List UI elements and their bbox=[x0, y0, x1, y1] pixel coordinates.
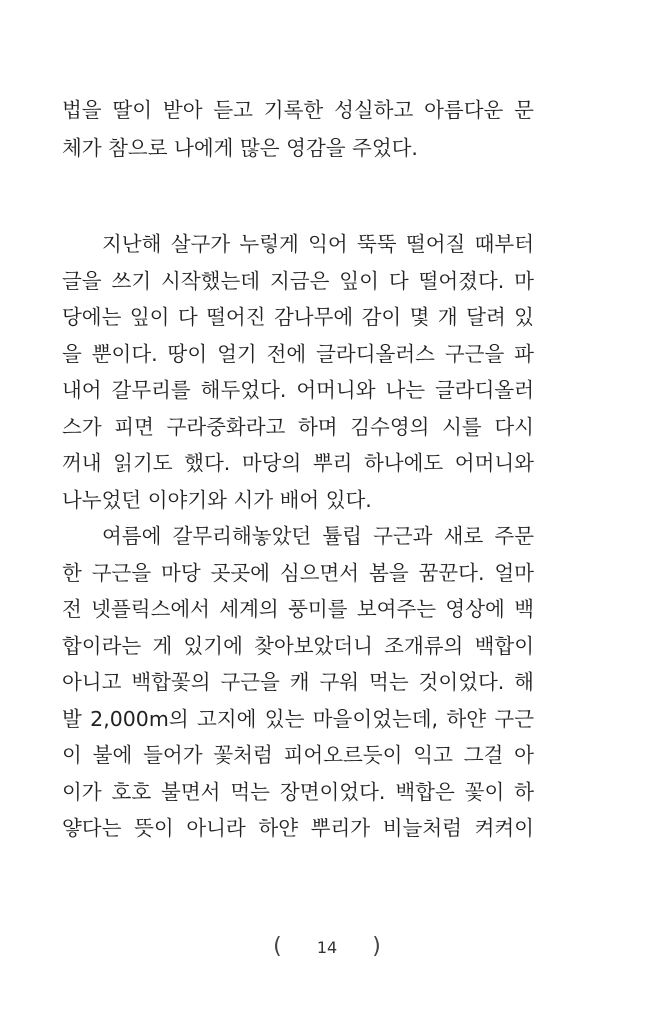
text-line: 스가 피면 구라중화라고 하며 김수영의 시를 다시 bbox=[62, 414, 534, 439]
text-line: 한 구근을 마당 곳곳에 심으면서 봄을 꿈꾼다. 얼마 bbox=[62, 560, 534, 585]
text-line: 나누었던 이야기와 시가 배어 있다. bbox=[62, 487, 372, 512]
text-line: 전 넷플릭스에서 세계의 풍미를 보여주는 영상에 백 bbox=[62, 597, 534, 621]
paren-open: ( bbox=[273, 934, 282, 959]
page-footer bbox=[0, 934, 654, 959]
text-line: 합이라는 게 있기에 찾아보았더니 조개류의 백합이 bbox=[62, 633, 534, 658]
text-line: 여름에 갈무리해놓았던 튤립 구근과 새로 주문 bbox=[102, 524, 534, 548]
text-line: 내어 갈무리를 해두었다. 어머니와 나는 글라디올러 bbox=[62, 378, 534, 402]
text-line: 이 불에 들어가 꽃처럼 피어오르듯이 익고 그걸 아 bbox=[62, 743, 534, 767]
text-line: 을 뿐이다. 땅이 얼기 전에 글라디올러스 구근을 파 bbox=[62, 341, 534, 366]
paren-close: ) bbox=[372, 934, 381, 959]
text-line: 꺼내 읽기도 했다. 마당의 뿌리 하나에도 어머니와 bbox=[62, 451, 534, 475]
text-line: 체가 참으로 나에게 많은 영감을 주었다. bbox=[62, 136, 418, 160]
text-line: 지난해 살구가 누렇게 익어 뚝뚝 떨어질 때부터 bbox=[102, 232, 534, 256]
text-line: 법을 딸이 받아 듣고 기록한 성실하고 아름다운 문 bbox=[62, 98, 534, 122]
text-line: 발 2,000m의 고지에 있는 마을이었는데, 하얀 구근 bbox=[62, 706, 534, 731]
text-line: 아니고 백합꽃의 구근을 캐 구워 먹는 것이었다. 해 bbox=[62, 670, 534, 694]
text-line: 이가 호호 불면서 먹는 장면이었다. 백합은 꽃이 하 bbox=[62, 779, 534, 804]
text-line: 글을 쓰기 시작했는데 지금은 잎이 다 떨어졌다. 마 bbox=[62, 268, 534, 293]
text-line: 당에는 잎이 다 떨어진 감나무에 감이 몇 개 달려 있 bbox=[62, 305, 534, 329]
text-line: 얗다는 뜻이 아니라 하얀 뿌리가 비늘처럼 켜켜이 bbox=[62, 816, 534, 840]
page-number: 14 bbox=[316, 938, 338, 957]
